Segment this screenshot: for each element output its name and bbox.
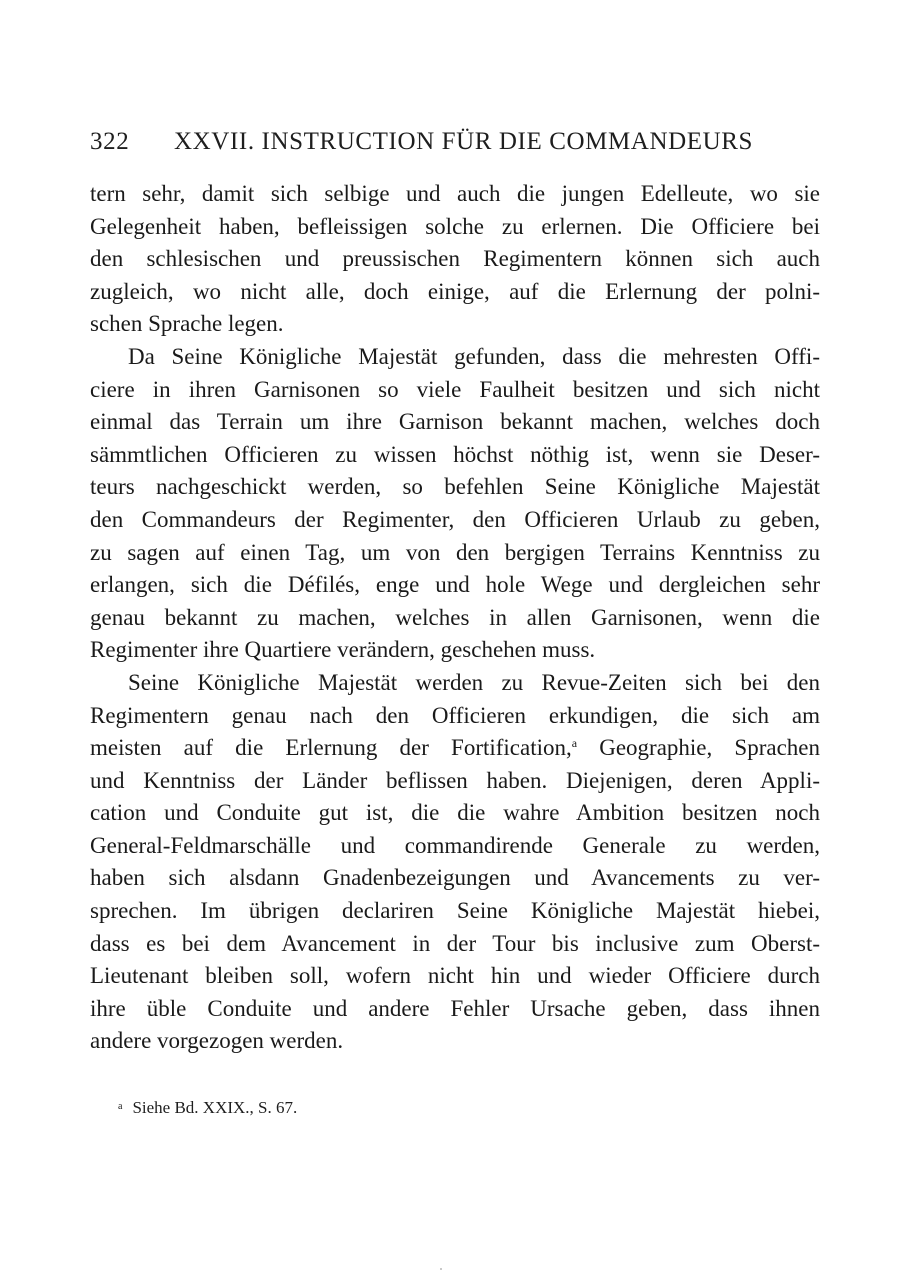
text-line: erlangen, sich die Défilés, enge und hole Wege und dergleichen sehr — [90, 572, 820, 598]
text-line: ciere in ihren Garnisonen so viele Faulheit besitzen und sich nicht — [90, 376, 820, 402]
text-line: und Kenntniss der Länder beflissen haben. Diejenigen, deren Appli- — [90, 767, 820, 793]
page-number: 322 — [90, 128, 130, 155]
text-line: genau bekannt zu machen, welches in allen Garnisonen, wenn die — [90, 604, 820, 630]
text-line: zugleich, wo nicht alle, doch einige, auf die Erlernung der polni- — [90, 278, 820, 304]
text-line-with-footnote — [90, 732, 820, 765]
text-line: cation und Conduite gut ist, die die wahre Ambition besitzen noch — [90, 800, 820, 826]
running-title: XXVII. INSTRUCTION FÜR DIE COMMANDEURS — [174, 128, 754, 155]
text-line: den schlesischen und preussischen Regimentern können sich auch — [90, 246, 820, 272]
page-header — [90, 128, 820, 168]
text-line: dass es bei dem Avancement in der Tour bis inclusive zum Oberst- — [90, 930, 820, 956]
footnote — [118, 1098, 297, 1118]
footnote-text: Siehe Bd. XXIX., S. 67. — [132, 1098, 298, 1117]
text-line: Regimenter ihre Quartiere verändern, geschehen muss. — [90, 637, 596, 663]
text-line: General-Feldmarschälle und commandirende Generale zu werden, — [90, 832, 820, 858]
text-line: sprechen. Im übrigen declariren Seine Königliche Majestät hiebei, — [90, 898, 820, 924]
body-text — [90, 178, 820, 1058]
text-line: schen Sprache legen. — [90, 311, 284, 337]
text-line: den Commandeurs der Regimenter, den Officieren Urlaub zu geben, — [90, 506, 820, 532]
text-line: Gelegenheit haben, befleissigen solche zu erlernen. Die Officiere bei — [90, 213, 820, 239]
text-line: Da Seine Königliche Majestät gefunden, dass die mehresten Offi- — [128, 343, 820, 369]
footnote-mark: a — [118, 1101, 123, 1112]
text-line-start: meisten auf die Erlernung der Fortification, — [90, 735, 572, 761]
text-line: zu sagen auf einen Tag, um von den bergigen Terrains Kenntniss zu — [90, 539, 820, 565]
text-line: sämmtlichen Officieren zu wissen höchst nöthig ist, wenn sie Deser- — [90, 441, 820, 467]
text-line-end: Geographie, Sprachen — [577, 735, 820, 761]
footnote-reference: a — [571, 736, 578, 751]
text-line: andere vorgezogen werden. — [90, 1028, 344, 1054]
text-line: haben sich alsdann Gnadenbezeigungen und Avancements zu ver- — [90, 865, 820, 891]
text-line: Lieutenant bleiben soll, wofern nicht hin und wieder Officiere durch — [90, 963, 820, 989]
text-line: ihre üble Conduite und andere Fehler Ursache geben, dass ihnen — [90, 995, 820, 1021]
text-line: Seine Königliche Majestät werden zu Revue-Zeiten sich bei den — [128, 669, 820, 695]
text-line: teurs nachgeschickt werden, so befehlen Seine Königliche Majestät — [90, 474, 820, 500]
text-line: tern sehr, damit sich selbige und auch die jungen Edelleute, wo sie — [90, 181, 820, 206]
text-line: einmal das Terrain um ihre Garnison bekannt machen, welches doch — [90, 409, 820, 435]
text-line: Regimentern genau nach den Officieren erkundigen, die sich am — [90, 702, 820, 728]
paper-speck — [440, 1268, 442, 1270]
